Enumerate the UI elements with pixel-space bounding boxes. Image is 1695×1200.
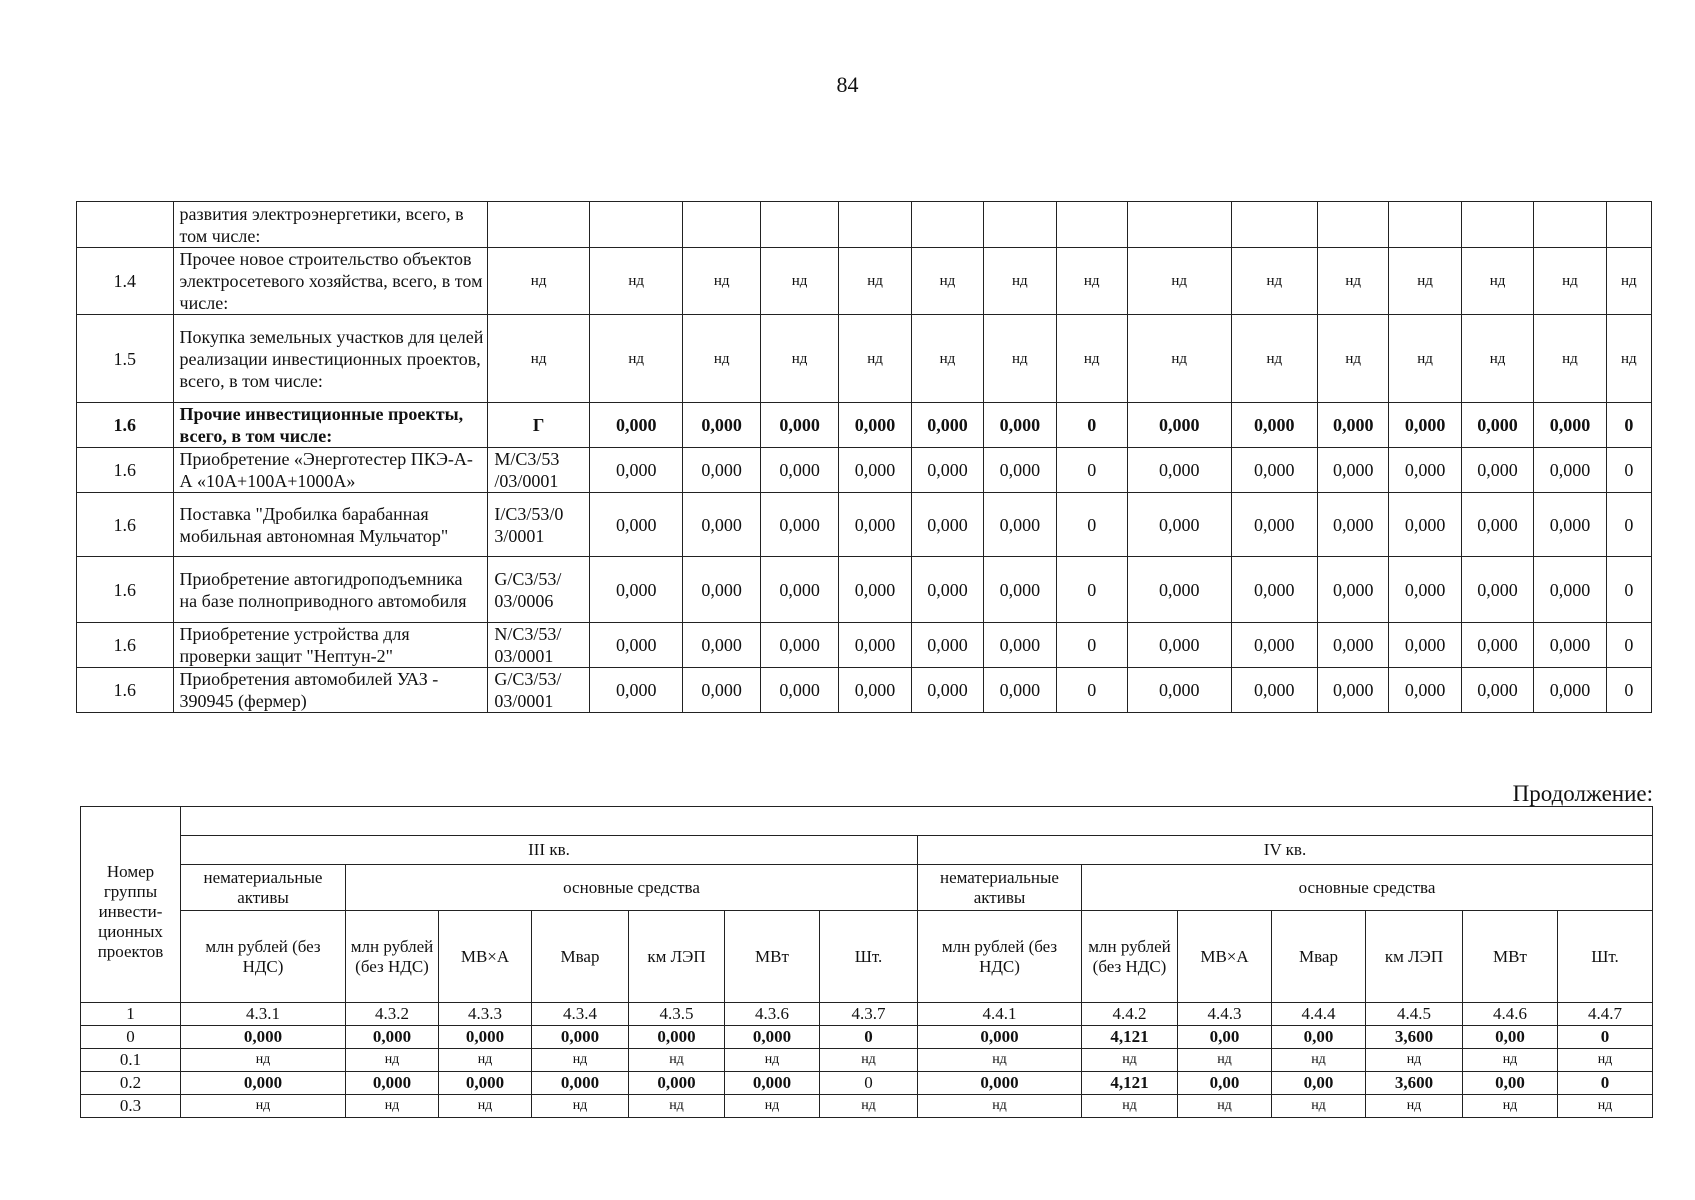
value-cell: 0,000 xyxy=(911,448,983,493)
value-cell: 0,000 xyxy=(1318,448,1389,493)
value-cell: 0,000 xyxy=(683,623,760,668)
value-cell: нд xyxy=(1127,315,1231,403)
project-code: N/C3/53/ 03/0001 xyxy=(488,623,590,668)
value-cell: нд xyxy=(725,1049,820,1072)
value-cell: 4.3.5 xyxy=(629,1003,725,1026)
value-cell: нд xyxy=(439,1049,532,1072)
value-cell: 0,000 xyxy=(439,1026,532,1049)
value-cell: 0,000 xyxy=(911,403,983,448)
value-cell: 0,000 xyxy=(1461,448,1533,493)
value-cell xyxy=(1534,202,1606,248)
row-number: 1.6 xyxy=(77,448,174,493)
value-cell: 0,000 xyxy=(911,493,983,557)
value-cell: нд xyxy=(725,1095,820,1118)
value-cell: 0,000 xyxy=(1318,623,1389,668)
row-number: 1.6 xyxy=(77,668,174,713)
value-cell: 0,000 xyxy=(1534,557,1606,623)
value-cell: нд xyxy=(346,1095,439,1118)
value-cell: 4.3.2 xyxy=(346,1003,439,1026)
value-cell: нд xyxy=(1272,1095,1366,1118)
value-cell: нд xyxy=(1558,1095,1653,1118)
value-cell: 0 xyxy=(820,1072,918,1095)
value-cell: нд xyxy=(911,315,983,403)
value-cell: нд xyxy=(1463,1049,1558,1072)
project-code: нд xyxy=(488,248,590,315)
value-cell: 0,000 xyxy=(589,403,683,448)
table-row xyxy=(77,623,1652,668)
value-cell: нд xyxy=(1461,248,1533,315)
value-cell: нд xyxy=(532,1095,629,1118)
value-cell: 0,000 xyxy=(589,448,683,493)
value-cell: нд xyxy=(1178,1049,1272,1072)
value-cell: нд xyxy=(1178,1095,1272,1118)
q4-unit-header: млн рублей (без НДС) xyxy=(1082,911,1178,1003)
group-number: 0.3 xyxy=(81,1095,181,1118)
q4-fixed-assets-header: основные средства xyxy=(1082,865,1653,911)
value-cell: 0 xyxy=(1606,557,1651,623)
value-cell: 0,000 xyxy=(984,668,1056,713)
q4-header: IV кв. xyxy=(918,836,1653,865)
value-cell: 4.3.6 xyxy=(725,1003,820,1026)
value-cell: 0,000 xyxy=(760,448,838,493)
value-cell: нд xyxy=(839,315,911,403)
value-cell: нд xyxy=(181,1049,346,1072)
investment-projects-table xyxy=(76,201,1652,713)
q4-unit-header: МВ×А xyxy=(1178,911,1272,1003)
value-cell: 0,000 xyxy=(984,403,1056,448)
value-cell: 4.4.2 xyxy=(1082,1003,1178,1026)
value-cell: 0,000 xyxy=(839,623,911,668)
value-cell: 0,000 xyxy=(1231,448,1317,493)
value-cell xyxy=(911,202,983,248)
value-cell: 0,000 xyxy=(760,668,838,713)
value-cell: 0 xyxy=(820,1026,918,1049)
value-cell: 0,000 xyxy=(1534,448,1606,493)
value-cell: нд xyxy=(1272,1049,1366,1072)
value-cell: 3,600 xyxy=(1366,1072,1463,1095)
value-cell: 0,00 xyxy=(1178,1072,1272,1095)
value-cell: 0 xyxy=(1056,493,1127,557)
value-cell: 0,000 xyxy=(1127,668,1231,713)
value-cell: 0,00 xyxy=(1178,1026,1272,1049)
row-number xyxy=(77,202,174,248)
value-cell: 0,000 xyxy=(683,493,760,557)
value-cell: 4.4.1 xyxy=(918,1003,1082,1026)
value-cell: 0,00 xyxy=(1272,1072,1366,1095)
value-cell: нд xyxy=(984,248,1056,315)
project-name: Приобретения автомобилей УАЗ - 390945 (фермер) xyxy=(173,668,488,713)
value-cell: 4,121 xyxy=(1082,1026,1178,1049)
value-cell: нд xyxy=(1558,1049,1653,1072)
value-cell: 0,000 xyxy=(1127,448,1231,493)
value-cell: 0,000 xyxy=(1534,668,1606,713)
value-cell: 0,000 xyxy=(839,493,911,557)
row-number: 1.6 xyxy=(77,557,174,623)
group-number: 1 xyxy=(81,1003,181,1026)
value-cell: 0 xyxy=(1606,493,1651,557)
value-cell: 0 xyxy=(1056,403,1127,448)
value-cell: нд xyxy=(820,1049,918,1072)
value-cell: нд xyxy=(1056,248,1127,315)
value-cell: нд xyxy=(760,315,838,403)
value-cell: нд xyxy=(1082,1049,1178,1072)
value-cell: 0,000 xyxy=(760,557,838,623)
value-cell: 0,000 xyxy=(532,1026,629,1049)
value-cell: 0,000 xyxy=(683,448,760,493)
q4-unit-header: Мвар xyxy=(1272,911,1366,1003)
value-cell: 4.4.7 xyxy=(1558,1003,1653,1026)
value-cell: 0,000 xyxy=(911,623,983,668)
value-cell: 0,000 xyxy=(1389,493,1461,557)
value-cell: 0,000 xyxy=(1318,493,1389,557)
value-cell xyxy=(1056,202,1127,248)
value-cell: нд xyxy=(683,315,760,403)
value-cell: 0,000 xyxy=(911,557,983,623)
value-cell: нд xyxy=(1366,1049,1463,1072)
value-cell: 0,000 xyxy=(1461,403,1533,448)
value-cell: нд xyxy=(1318,248,1389,315)
spacer-header xyxy=(181,807,1653,836)
value-cell xyxy=(839,202,911,248)
value-cell: 0,000 xyxy=(1318,668,1389,713)
value-cell: 0,000 xyxy=(1461,493,1533,557)
value-cell: 0,000 xyxy=(1231,668,1317,713)
value-cell: 4.3.1 xyxy=(181,1003,346,1026)
value-cell: нд xyxy=(683,248,760,315)
row-number: 1.5 xyxy=(77,315,174,403)
value-cell: нд xyxy=(629,1095,725,1118)
value-cell: 0,000 xyxy=(984,493,1056,557)
value-cell: 0 xyxy=(1056,448,1127,493)
value-cell: 0,000 xyxy=(1461,557,1533,623)
value-cell: 4.3.3 xyxy=(439,1003,532,1026)
q3-unit-header: МВ×А xyxy=(439,911,532,1003)
q3-header: III кв. xyxy=(181,836,918,865)
value-cell: 0,00 xyxy=(1463,1026,1558,1049)
value-cell: нд xyxy=(1461,315,1533,403)
value-cell: 0,000 xyxy=(683,557,760,623)
value-cell: 0,000 xyxy=(532,1072,629,1095)
table-row xyxy=(77,493,1652,557)
q3-unit-header: МВт xyxy=(725,911,820,1003)
value-cell: нд xyxy=(1231,248,1317,315)
project-code: G/C3/53/ 03/0001 xyxy=(488,668,590,713)
value-cell: нд xyxy=(839,248,911,315)
value-cell: 0,000 xyxy=(760,403,838,448)
value-cell: 0,000 xyxy=(1127,493,1231,557)
q3-unit-header: Мвар xyxy=(532,911,629,1003)
row-number: 1.6 xyxy=(77,403,174,448)
value-cell: 0,000 xyxy=(1389,623,1461,668)
value-cell: нд xyxy=(629,1049,725,1072)
project-code xyxy=(488,202,590,248)
value-cell: нд xyxy=(820,1095,918,1118)
group-number-header: Номер группы инвести-ционных проектов xyxy=(81,807,181,1003)
value-cell: 0,000 xyxy=(1127,623,1231,668)
value-cell: нд xyxy=(346,1049,439,1072)
value-cell: 0 xyxy=(1056,623,1127,668)
quarterly-plan-table xyxy=(80,806,1653,1118)
value-cell: 0 xyxy=(1606,448,1651,493)
value-cell: нд xyxy=(1082,1095,1178,1118)
value-cell: нд xyxy=(760,248,838,315)
table-row xyxy=(77,202,1652,248)
table-row xyxy=(81,1026,1653,1049)
q3-unit-header: млн рублей (без НДС) xyxy=(181,911,346,1003)
value-cell: 0,000 xyxy=(760,623,838,668)
value-cell: 0,000 xyxy=(1318,557,1389,623)
value-cell: нд xyxy=(1366,1095,1463,1118)
value-cell: 0,000 xyxy=(725,1072,820,1095)
value-cell: 0,000 xyxy=(1127,557,1231,623)
value-cell: 0,000 xyxy=(984,557,1056,623)
value-cell: 0,000 xyxy=(1461,623,1533,668)
value-cell: нд xyxy=(911,248,983,315)
value-cell: 0,000 xyxy=(839,668,911,713)
project-name: Поставка "Дробилка барабанная мобильная автономная Мульчатор" xyxy=(173,493,488,557)
value-cell: нд xyxy=(1463,1095,1558,1118)
project-code: нд xyxy=(488,315,590,403)
value-cell: 0,000 xyxy=(918,1072,1082,1095)
value-cell: нд xyxy=(589,248,683,315)
value-cell: 0,000 xyxy=(1534,493,1606,557)
value-cell: 0,000 xyxy=(1318,403,1389,448)
value-cell: 0,000 xyxy=(1231,557,1317,623)
table-row xyxy=(77,448,1652,493)
q3-unit-header: Шт. xyxy=(820,911,918,1003)
row-number: 1.6 xyxy=(77,493,174,557)
value-cell: 4.3.4 xyxy=(532,1003,629,1026)
value-cell: 4.4.3 xyxy=(1178,1003,1272,1026)
value-cell: 0,000 xyxy=(346,1026,439,1049)
value-cell: 0,000 xyxy=(1389,448,1461,493)
value-cell: 0 xyxy=(1558,1026,1653,1049)
value-cell: 0,000 xyxy=(346,1072,439,1095)
value-cell: нд xyxy=(589,315,683,403)
value-cell: 0,000 xyxy=(589,557,683,623)
value-cell: 0,000 xyxy=(589,623,683,668)
value-cell: 0 xyxy=(1606,403,1651,448)
project-name: Приобретение «Энерготестер ПКЭ-А-А «10А+100А+1000А» xyxy=(173,448,488,493)
q4-unit-header: МВт xyxy=(1463,911,1558,1003)
value-cell: 0,000 xyxy=(839,557,911,623)
value-cell: 4.4.4 xyxy=(1272,1003,1366,1026)
value-cell xyxy=(760,202,838,248)
table-row xyxy=(81,1003,1653,1026)
value-cell: 0,000 xyxy=(683,403,760,448)
value-cell xyxy=(1389,202,1461,248)
value-cell: 0,000 xyxy=(918,1026,1082,1049)
project-name: Приобретение устройства для проверки защит "Нептун-2" xyxy=(173,623,488,668)
value-cell: 0 xyxy=(1056,668,1127,713)
value-cell: 0,000 xyxy=(1461,668,1533,713)
project-name: Приобретение автогидроподъемника на базе полноприводного автомобиля xyxy=(173,557,488,623)
value-cell: 0,000 xyxy=(629,1072,725,1095)
value-cell: 0,000 xyxy=(1534,623,1606,668)
value-cell: 0 xyxy=(1056,557,1127,623)
table-row xyxy=(81,1049,1653,1072)
value-cell: 0,000 xyxy=(1389,403,1461,448)
q3-unit-header: млн рублей (без НДС) xyxy=(346,911,439,1003)
value-cell: нд xyxy=(1389,315,1461,403)
value-cell: 0,000 xyxy=(181,1072,346,1095)
value-cell xyxy=(1231,202,1317,248)
project-name: Прочее новое строительство объектов электросетевого хозяйства, всего, в том числе: xyxy=(173,248,488,315)
value-cell: нд xyxy=(1056,315,1127,403)
value-cell: 0,000 xyxy=(760,493,838,557)
value-cell: нд xyxy=(1127,248,1231,315)
page-number: 84 xyxy=(836,72,859,97)
value-cell xyxy=(1606,202,1651,248)
table-row xyxy=(77,248,1652,315)
value-cell: 0,000 xyxy=(1389,557,1461,623)
value-cell: 4.3.7 xyxy=(820,1003,918,1026)
value-cell: 0,000 xyxy=(725,1026,820,1049)
project-name: развития электроэнергетики, всего, в том числе: xyxy=(173,202,488,248)
row-number: 1.6 xyxy=(77,623,174,668)
value-cell: 0 xyxy=(1606,623,1651,668)
value-cell: нд xyxy=(1534,315,1606,403)
value-cell: нд xyxy=(984,315,1056,403)
value-cell: 0 xyxy=(1606,668,1651,713)
table-row xyxy=(81,1072,1653,1095)
value-cell: 0,000 xyxy=(1534,403,1606,448)
group-number: 0.2 xyxy=(81,1072,181,1095)
value-cell: 0,000 xyxy=(1389,668,1461,713)
group-number: 0.1 xyxy=(81,1049,181,1072)
value-cell: нд xyxy=(1606,248,1651,315)
value-cell: нд xyxy=(181,1095,346,1118)
value-cell: 0,000 xyxy=(911,668,983,713)
value-cell: 0,000 xyxy=(439,1072,532,1095)
value-cell: 0,000 xyxy=(181,1026,346,1049)
value-cell: нд xyxy=(1534,248,1606,315)
row-number: 1.4 xyxy=(77,248,174,315)
value-cell: 0,000 xyxy=(1127,403,1231,448)
table-row xyxy=(77,403,1652,448)
value-cell: нд xyxy=(532,1049,629,1072)
value-cell xyxy=(1318,202,1389,248)
value-cell xyxy=(1461,202,1533,248)
value-cell xyxy=(589,202,683,248)
project-name: Покупка земельных участков для целей реализации инвестиционных проектов, всего, в том числе: xyxy=(173,315,488,403)
value-cell: нд xyxy=(1606,315,1651,403)
value-cell: 4.4.6 xyxy=(1463,1003,1558,1026)
value-cell: 0,000 xyxy=(984,623,1056,668)
value-cell: нд xyxy=(918,1095,1082,1118)
value-cell: нд xyxy=(439,1095,532,1118)
value-cell: 0 xyxy=(1558,1072,1653,1095)
q4-unit-header: км ЛЭП xyxy=(1366,911,1463,1003)
project-code: I/C3/53/0 3/0001 xyxy=(488,493,590,557)
value-cell: 0,000 xyxy=(589,493,683,557)
value-cell: 0,00 xyxy=(1463,1072,1558,1095)
value-cell: нд xyxy=(1231,315,1317,403)
value-cell: 0,000 xyxy=(589,668,683,713)
value-cell: нд xyxy=(918,1049,1082,1072)
value-cell: 0,000 xyxy=(839,403,911,448)
q3-unit-header: км ЛЭП xyxy=(629,911,725,1003)
value-cell xyxy=(683,202,760,248)
project-code: G/C3/53/ 03/0006 xyxy=(488,557,590,623)
table-row xyxy=(77,668,1652,713)
project-name: Прочие инвестиционные проекты, всего, в том числе: xyxy=(173,403,488,448)
value-cell: 0,000 xyxy=(1231,403,1317,448)
q3-fixed-assets-header: основные средства xyxy=(346,865,918,911)
value-cell: 0,000 xyxy=(683,668,760,713)
value-cell: 0,000 xyxy=(839,448,911,493)
value-cell: 0,00 xyxy=(1272,1026,1366,1049)
q4-intangible-header: нематериальные активы xyxy=(918,865,1082,911)
table-row xyxy=(77,557,1652,623)
project-code: Г xyxy=(488,403,590,448)
value-cell: 3,600 xyxy=(1366,1026,1463,1049)
table-row xyxy=(77,315,1652,403)
value-cell: 0,000 xyxy=(1231,493,1317,557)
value-cell xyxy=(1127,202,1231,248)
project-code: M/C3/53 /03/0001 xyxy=(488,448,590,493)
value-cell: нд xyxy=(1318,315,1389,403)
group-number: 0 xyxy=(81,1026,181,1049)
value-cell: нд xyxy=(1389,248,1461,315)
value-cell: 4,121 xyxy=(1082,1072,1178,1095)
q3-intangible-header: нематериальные активы xyxy=(181,865,346,911)
table-row xyxy=(81,1095,1653,1118)
q4-unit-header: Шт. xyxy=(1558,911,1653,1003)
value-cell: 0,000 xyxy=(1231,623,1317,668)
value-cell: 4.4.5 xyxy=(1366,1003,1463,1026)
continuation-label: Продолжение: xyxy=(1512,781,1653,806)
value-cell xyxy=(984,202,1056,248)
value-cell: 0,000 xyxy=(629,1026,725,1049)
q4-unit-header: млн рублей (без НДС) xyxy=(918,911,1082,1003)
value-cell: 0,000 xyxy=(984,448,1056,493)
